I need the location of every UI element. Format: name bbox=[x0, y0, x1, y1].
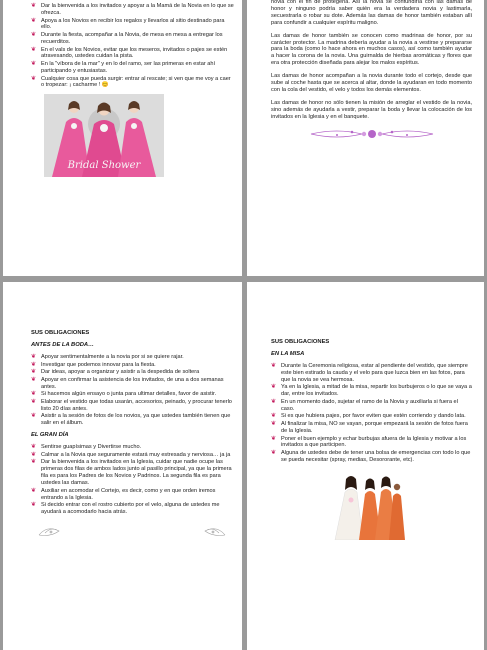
list-item bbox=[271, 421, 472, 435]
pink-ribbon-bullet-icon: ❦ bbox=[31, 3, 37, 9]
list-item-text: Calmar a la Novia que seguramente estará muy estresada y nerviosa… ja ja bbox=[41, 451, 231, 458]
list-item-text: Dar la bienvenida a los invitados y apoyar a la Mamá de la Novia en lo que se ofrezca. bbox=[41, 3, 234, 16]
list-item-text: Si decido entrar con el rostro cubierto por el velo, alguna de ustedes me ayudará a acomodarlo hacia atrás. bbox=[41, 502, 220, 516]
pink-ribbon-bullet-icon: ❦ bbox=[31, 413, 37, 420]
document-page-3 bbox=[3, 282, 242, 650]
list-item-text: Auxiliar en acomodar el Cortejo, es decir, como y en que orden iremos entrando a la Iglesia. bbox=[41, 487, 216, 501]
list-item bbox=[31, 488, 234, 502]
pink-ribbon-bullet-icon: ❦ bbox=[271, 363, 277, 369]
paragraph: Las damas de honor acompañan a la novia durante todo el cortejo, desde que sube al coche hasta que se acerca al altar, donde la ayudaran en todo momento con la cola del vestido, el velo y todos los demás elementos. bbox=[271, 73, 472, 93]
subsection-heading-big-day: EL GRAN DÍA bbox=[31, 432, 69, 439]
pink-ribbon-bullet-icon: ❦ bbox=[31, 17, 37, 24]
before-wedding-list bbox=[31, 354, 234, 427]
list-item bbox=[31, 47, 234, 61]
illustration-caption: Bridal Shower bbox=[67, 160, 141, 172]
list-item bbox=[271, 413, 472, 420]
list-item-text: En la "víbora de la mar" y en lo del ramo, ser las primeras en estar ahí participando y entusiastas. bbox=[41, 61, 216, 74]
list-item bbox=[271, 436, 472, 450]
list-item bbox=[271, 384, 472, 398]
section-heading: SUS OBLIGACIONES bbox=[31, 330, 90, 336]
pink-ribbon-bullet-icon: ❦ bbox=[31, 502, 37, 509]
pink-ribbon-bullet-icon: ❦ bbox=[31, 451, 37, 458]
pink-ribbon-bullet-icon: ❦ bbox=[271, 435, 277, 442]
subsection-heading-mass: EN LA MISA bbox=[271, 351, 305, 357]
section-heading: SUS OBLIGACIONES bbox=[271, 339, 330, 345]
list-item-text: Alguna de ustedes debe de tener una bolsa de emergencias con todo lo que se pueda necesitar (spray, medias, Desororante, etc). bbox=[281, 450, 471, 463]
document-page-2 bbox=[247, 0, 484, 276]
pink-ribbon-bullet-icon: ❦ bbox=[31, 46, 37, 53]
bridal-party-drawing bbox=[333, 470, 405, 540]
pink-ribbon-bullet-icon: ❦ bbox=[31, 398, 37, 405]
list-item bbox=[271, 450, 472, 464]
list-item-text: Elaborar el vestido que todas usarán, accesorios, peinado, y procurar tenerlo listo 20 días antes. bbox=[41, 398, 232, 412]
list-item bbox=[31, 362, 234, 369]
list-item bbox=[31, 391, 234, 398]
floral-divider-icon bbox=[307, 127, 437, 141]
list-item-text: Dar ideas, apoyar a organizar y asistir a la despedida de soltera bbox=[41, 369, 200, 376]
pink-ribbon-bullet-icon: ❦ bbox=[31, 487, 37, 494]
paragraph: Las damas de honor no sólo tienen la misión de arreglar el vestido de la novia, sino además de ayudarla a vestir, preparar la boda y llevar la colocación de los invitados en la Iglesia y en el banquete. bbox=[271, 99, 472, 120]
list-item-text: En un momento dado, sujetar el ramo de la Novia y auxiliarla si fuera el caso. bbox=[281, 398, 458, 412]
bridesmaids-history-text bbox=[271, 0, 472, 121]
list-item bbox=[31, 502, 234, 516]
list-item bbox=[31, 3, 234, 17]
list-item bbox=[271, 363, 472, 384]
pink-ribbon-bullet-icon: ❦ bbox=[31, 61, 37, 67]
big-day-list bbox=[31, 444, 234, 516]
pink-ribbon-bullet-icon: ❦ bbox=[271, 421, 277, 427]
document-page-4 bbox=[247, 282, 484, 650]
list-item bbox=[31, 459, 234, 487]
pink-ribbon-bullet-icon: ❦ bbox=[271, 384, 277, 391]
list-item bbox=[31, 32, 234, 46]
pink-ribbon-bullet-icon: ❦ bbox=[31, 361, 37, 368]
subsection-heading-before-wedding: ANTES DE LA BODA… bbox=[31, 342, 94, 348]
paragraph: Las damas de honor también se conocen como madrinas de honor, por su carácter protector. La madrina debería ayudar a la novia a vestirse y prepararse para la boda (como lo hace ahora en muchos casos), así como también ayudar a hacer la corona de la novia. Una guirnalda de hierbas aromáticas y flores que era otra protección diseñada para alejar los malos espíritus. bbox=[271, 32, 472, 67]
bride-and-bridesmaids-illustration bbox=[333, 470, 405, 540]
list-item bbox=[31, 61, 234, 75]
list-item bbox=[31, 413, 234, 427]
list-item-text: Ya en la Iglesia, a mitad de la misa, repartir los burbujeros o lo que se vaya a dar, entre los invitados. bbox=[281, 384, 472, 398]
bridesmaids-illustration bbox=[44, 94, 164, 177]
list-item bbox=[271, 399, 472, 413]
mass-duties-list bbox=[271, 363, 472, 464]
list-item-text: Apoyar en confirmar la asistencia de los invitados, de una a dos semanas antes. bbox=[41, 376, 224, 390]
pink-ribbon-bullet-icon: ❦ bbox=[31, 369, 37, 376]
pink-ribbon-bullet-icon: ❦ bbox=[31, 459, 37, 466]
document-page-1 bbox=[3, 0, 242, 276]
pink-ribbon-bullet-icon: ❦ bbox=[271, 413, 277, 420]
list-item-text: Cualquier cosa que pueda surgir: entrar al rescate; si ven que me voy a caer o tropezar: ¡ cacharme ! 😊 bbox=[41, 75, 231, 89]
pink-ribbon-bullet-icon: ❦ bbox=[31, 376, 37, 383]
floral-corners-icon bbox=[37, 521, 227, 539]
pink-ribbon-bullet-icon: ❦ bbox=[31, 391, 37, 398]
list-item bbox=[31, 377, 234, 391]
list-item-text: Si es que hubiera pajes, por favor eviten que estén corriendo y dando lata. bbox=[281, 413, 466, 420]
list-item-text: Apoyar sentimentalmente a la novia por si se quiere rajar. bbox=[41, 354, 184, 360]
pink-ribbon-bullet-icon: ❦ bbox=[31, 354, 37, 360]
list-item bbox=[31, 18, 234, 32]
paragraph: novia con el fin de protegerla. Así la novia se confundiría con las damas de honor y ninguno podría saber quién era la verdadera novia y lastimarla, secuestrarla o robar su dote. Además las damas de honor también estaban allí para confundir a cualquier espíritu maligno. bbox=[271, 0, 472, 26]
list-item-text: Poner el buen ejemplo y echar burbujas afuera de la Iglesia y motivar a los invitados a que participen. bbox=[281, 435, 467, 449]
duties-list bbox=[31, 3, 234, 89]
list-item-text: Asistir a la sesión de fotos de los novios, ya que ustedes también tienen que salir en el álbum. bbox=[41, 413, 231, 427]
list-item bbox=[31, 399, 234, 413]
pink-ribbon-bullet-icon: ❦ bbox=[271, 450, 277, 456]
pink-ribbon-bullet-icon: ❦ bbox=[31, 32, 37, 38]
pink-ribbon-bullet-icon: ❦ bbox=[31, 444, 37, 451]
list-item-text: Al finalizar la misa, NO se vayan, porque empezará la sesión de fotos fuera de la Iglesia. bbox=[281, 421, 468, 434]
list-item bbox=[31, 444, 234, 451]
list-item bbox=[31, 354, 234, 361]
list-item-text: Apoya a los Novios en recibir los regalos y llevarlos al sitio destinado para ello. bbox=[41, 17, 225, 31]
list-item-text: Sentirse guapísimas y Divertirse mucho. bbox=[41, 444, 142, 451]
pink-ribbon-bullet-icon: ❦ bbox=[31, 75, 37, 82]
list-item-text: Durante la Ceremonia religiosa, estar al pendiente del vestido, que siempre este bien estirado la cauda y el velo para que luzca bien en las fotos, para que la novia se vea hermosa. bbox=[281, 363, 468, 383]
list-item bbox=[31, 76, 234, 90]
list-item-text: Dar la bienvenida a los invitados en la Iglesia, cuidar que nadie ocupe las primeras dos filas de ambos lados junto al pasillo principal, ya que la primera fila es para los Padres de los Novios y Padrinos. La segunda fila es para ustedes las damas. bbox=[41, 459, 232, 487]
list-item-text: Durante la fiesta, acompañar a la Novia, de mesa en mesa a entregar los recuerditos. bbox=[41, 32, 223, 45]
list-item-text: En el vals de los Novios, evitar que los meseros, invitados o pajes se estén atravesando, ustedes cuidan la pista. bbox=[41, 46, 228, 60]
list-item bbox=[31, 452, 234, 459]
list-item-text: Investigar que podemos innovar para la fiesta. bbox=[41, 361, 156, 368]
pink-ribbon-bullet-icon: ❦ bbox=[271, 398, 277, 405]
list-item bbox=[31, 369, 234, 376]
list-item-text: Si hacemos algún ensayo o junta para ultimar detalles, favor de asistir. bbox=[41, 391, 217, 398]
